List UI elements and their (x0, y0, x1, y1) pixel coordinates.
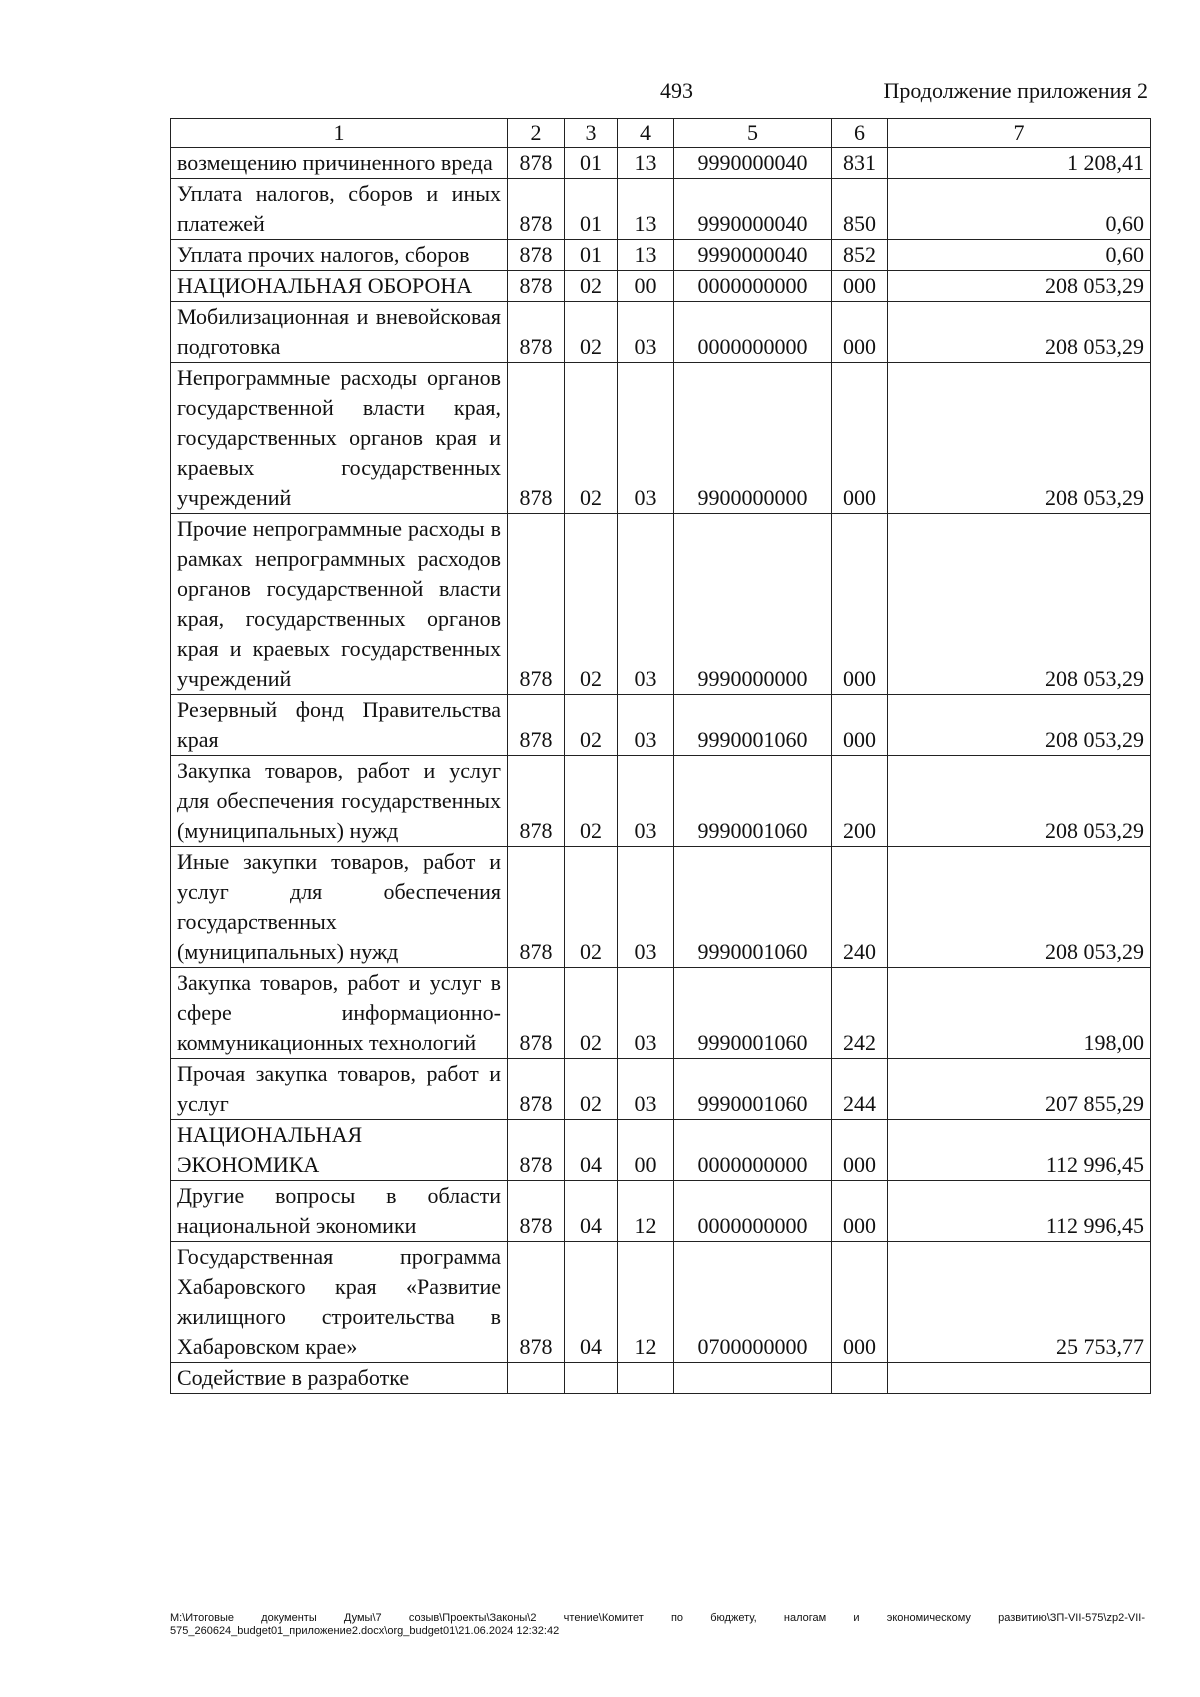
cell-col-5: 9900000000 (674, 363, 832, 514)
column-header: 5 (674, 119, 832, 148)
cell-col-3: 01 (565, 148, 618, 179)
cell-col-4: 03 (618, 1059, 674, 1120)
cell-col-7: 208 053,29 (888, 271, 1151, 302)
cell-col-4: 03 (618, 363, 674, 514)
cell-col-6: 000 (832, 514, 888, 695)
cell-col-5: 9990000040 (674, 179, 832, 240)
cell-col-7: 112 996,45 (888, 1181, 1151, 1242)
cell-col-2: 878 (508, 968, 565, 1059)
cell-col-3: 01 (565, 240, 618, 271)
table-row (171, 1059, 1151, 1120)
row-description: Уплата прочих налогов, сборов (171, 240, 508, 271)
cell-col-4: 12 (618, 1242, 674, 1363)
row-description: Государственная программа Хабаровского края «Развитие жилищного строительства в Хабаровском крае» (171, 1242, 508, 1363)
cell-col-3: 02 (565, 271, 618, 302)
cell-col-4: 03 (618, 756, 674, 847)
cell-col-4: 03 (618, 302, 674, 363)
header-row (171, 119, 1151, 148)
cell-col-7: 112 996,45 (888, 1120, 1151, 1181)
table-row (171, 148, 1151, 179)
cell-col-6: 850 (832, 179, 888, 240)
column-header: 3 (565, 119, 618, 148)
table-row (171, 363, 1151, 514)
row-description: Закупка товаров, работ и услуг в сфере информационно-коммуникационных технологий (171, 968, 508, 1059)
cell-col-5: 0000000000 (674, 1181, 832, 1242)
cell-col-6: 000 (832, 1181, 888, 1242)
table-row (171, 847, 1151, 968)
table-row (171, 1181, 1151, 1242)
table-row (171, 1242, 1151, 1363)
cell-col-6 (832, 1363, 888, 1394)
cell-col-3: 02 (565, 968, 618, 1059)
row-description: НАЦИОНАЛЬНАЯ ОБОРОНА (171, 271, 508, 302)
cell-col-6: 000 (832, 1242, 888, 1363)
table-row (171, 968, 1151, 1059)
cell-col-2: 878 (508, 302, 565, 363)
cell-col-5: 9990001060 (674, 1059, 832, 1120)
cell-col-7: 208 053,29 (888, 514, 1151, 695)
cell-col-6: 000 (832, 302, 888, 363)
budget-table (170, 118, 1151, 1394)
cell-col-3 (565, 1363, 618, 1394)
cell-col-4: 13 (618, 240, 674, 271)
cell-col-7: 208 053,29 (888, 695, 1151, 756)
cell-col-2: 878 (508, 1059, 565, 1120)
cell-col-4: 00 (618, 1120, 674, 1181)
cell-col-4: 12 (618, 1181, 674, 1242)
row-description: НАЦИОНАЛЬНАЯ ЭКОНОМИКА (171, 1120, 508, 1181)
cell-col-3: 02 (565, 695, 618, 756)
continuation-label: Продолжение приложения 2 (883, 78, 1148, 103)
row-description: Резервный фонд Правительства края (171, 695, 508, 756)
column-header: 2 (508, 119, 565, 148)
cell-col-6: 000 (832, 1120, 888, 1181)
cell-col-6: 242 (832, 968, 888, 1059)
table-row (171, 756, 1151, 847)
cell-col-6: 000 (832, 363, 888, 514)
table-row (171, 302, 1151, 363)
row-description: возмещению причиненного вреда (171, 148, 508, 179)
cell-col-3: 01 (565, 179, 618, 240)
column-header: 7 (888, 119, 1151, 148)
cell-col-2: 878 (508, 271, 565, 302)
cell-col-5: 0700000000 (674, 1242, 832, 1363)
cell-col-3: 04 (565, 1120, 618, 1181)
cell-col-3: 02 (565, 302, 618, 363)
column-header: 4 (618, 119, 674, 148)
cell-col-6: 852 (832, 240, 888, 271)
cell-col-6: 244 (832, 1059, 888, 1120)
cell-col-3: 02 (565, 363, 618, 514)
cell-col-2: 878 (508, 1120, 565, 1181)
row-description: Иные закупки товаров, работ и услуг для обеспечения государственных (муниципальных) нужд (171, 847, 508, 968)
cell-col-2 (508, 1363, 565, 1394)
cell-col-5: 0000000000 (674, 1120, 832, 1181)
cell-col-4 (618, 1363, 674, 1394)
cell-col-2: 878 (508, 240, 565, 271)
cell-col-5: 9990001060 (674, 695, 832, 756)
row-description: Прочая закупка товаров, работ и услуг (171, 1059, 508, 1120)
row-description: Уплата налогов, сборов и иных платежей (171, 179, 508, 240)
cell-col-2: 878 (508, 1242, 565, 1363)
cell-col-6: 831 (832, 148, 888, 179)
row-description: Непрограммные расходы органов государственной власти края, государственных органов края и краевых государственных учреждений (171, 363, 508, 514)
cell-col-7: 208 053,29 (888, 363, 1151, 514)
cell-col-5: 9990000040 (674, 240, 832, 271)
cell-col-4: 03 (618, 695, 674, 756)
row-description: Другие вопросы в области национальной экономики (171, 1181, 508, 1242)
cell-col-3: 02 (565, 1059, 618, 1120)
cell-col-4: 03 (618, 968, 674, 1059)
cell-col-5: 9990001060 (674, 847, 832, 968)
table-row (171, 179, 1151, 240)
cell-col-2: 878 (508, 847, 565, 968)
cell-col-5 (674, 1363, 832, 1394)
table-row (171, 695, 1151, 756)
cell-col-4: 03 (618, 514, 674, 695)
cell-col-3: 02 (565, 847, 618, 968)
cell-col-6: 000 (832, 695, 888, 756)
row-description: Мобилизационная и вневойсковая подготовка (171, 302, 508, 363)
table-row (171, 1363, 1151, 1394)
cell-col-3: 02 (565, 514, 618, 695)
cell-col-5: 0000000000 (674, 302, 832, 363)
cell-col-6: 200 (832, 756, 888, 847)
cell-col-2: 878 (508, 148, 565, 179)
row-description: Закупка товаров, работ и услуг для обеспечения государственных (муниципальных) нужд (171, 756, 508, 847)
cell-col-5: 9990000040 (674, 148, 832, 179)
cell-col-2: 878 (508, 179, 565, 240)
file-path-footer: M:\Итоговые документы Думы\7 созыв\Проекты\Законы\2 чтение\Комитет по бюджету, налогам и экономическому развитию\ЗП-VII-575\zp2-VII-575_260624_budget01_приложение2.docx\org_budget01\21.06.2024 12:32:42 (170, 1612, 1145, 1637)
column-header: 1 (171, 119, 508, 148)
cell-col-7: 1 208,41 (888, 148, 1151, 179)
table-row (171, 271, 1151, 302)
cell-col-5: 9990001060 (674, 968, 832, 1059)
cell-col-3: 04 (565, 1242, 618, 1363)
cell-col-5: 9990001060 (674, 756, 832, 847)
cell-col-7: 208 053,29 (888, 756, 1151, 847)
cell-col-2: 878 (508, 695, 565, 756)
cell-col-7: 0,60 (888, 179, 1151, 240)
cell-col-7: 207 855,29 (888, 1059, 1151, 1120)
cell-col-7: 198,00 (888, 968, 1151, 1059)
cell-col-7: 25 753,77 (888, 1242, 1151, 1363)
table-body (171, 148, 1151, 1394)
row-description: Содействие в разработке (171, 1363, 508, 1394)
cell-col-4: 13 (618, 179, 674, 240)
cell-col-2: 878 (508, 363, 565, 514)
cell-col-3: 02 (565, 756, 618, 847)
page-number: 493 (660, 78, 693, 103)
cell-col-7: 208 053,29 (888, 847, 1151, 968)
cell-col-4: 03 (618, 847, 674, 968)
cell-col-2: 878 (508, 514, 565, 695)
row-description: Прочие непрограммные расходы в рамках непрограммных расходов органов государственной власти края, государственных органов края и краевых государственных учреждений (171, 514, 508, 695)
table-row (171, 240, 1151, 271)
cell-col-5: 9990000000 (674, 514, 832, 695)
cell-col-3: 04 (565, 1181, 618, 1242)
table-row (171, 514, 1151, 695)
table-row (171, 1120, 1151, 1181)
cell-col-7: 208 053,29 (888, 302, 1151, 363)
cell-col-2: 878 (508, 1181, 565, 1242)
cell-col-7 (888, 1363, 1151, 1394)
column-header: 6 (832, 119, 888, 148)
cell-col-4: 00 (618, 271, 674, 302)
cell-col-5: 0000000000 (674, 271, 832, 302)
cell-col-6: 000 (832, 271, 888, 302)
cell-col-2: 878 (508, 756, 565, 847)
cell-col-4: 13 (618, 148, 674, 179)
cell-col-7: 0,60 (888, 240, 1151, 271)
cell-col-6: 240 (832, 847, 888, 968)
